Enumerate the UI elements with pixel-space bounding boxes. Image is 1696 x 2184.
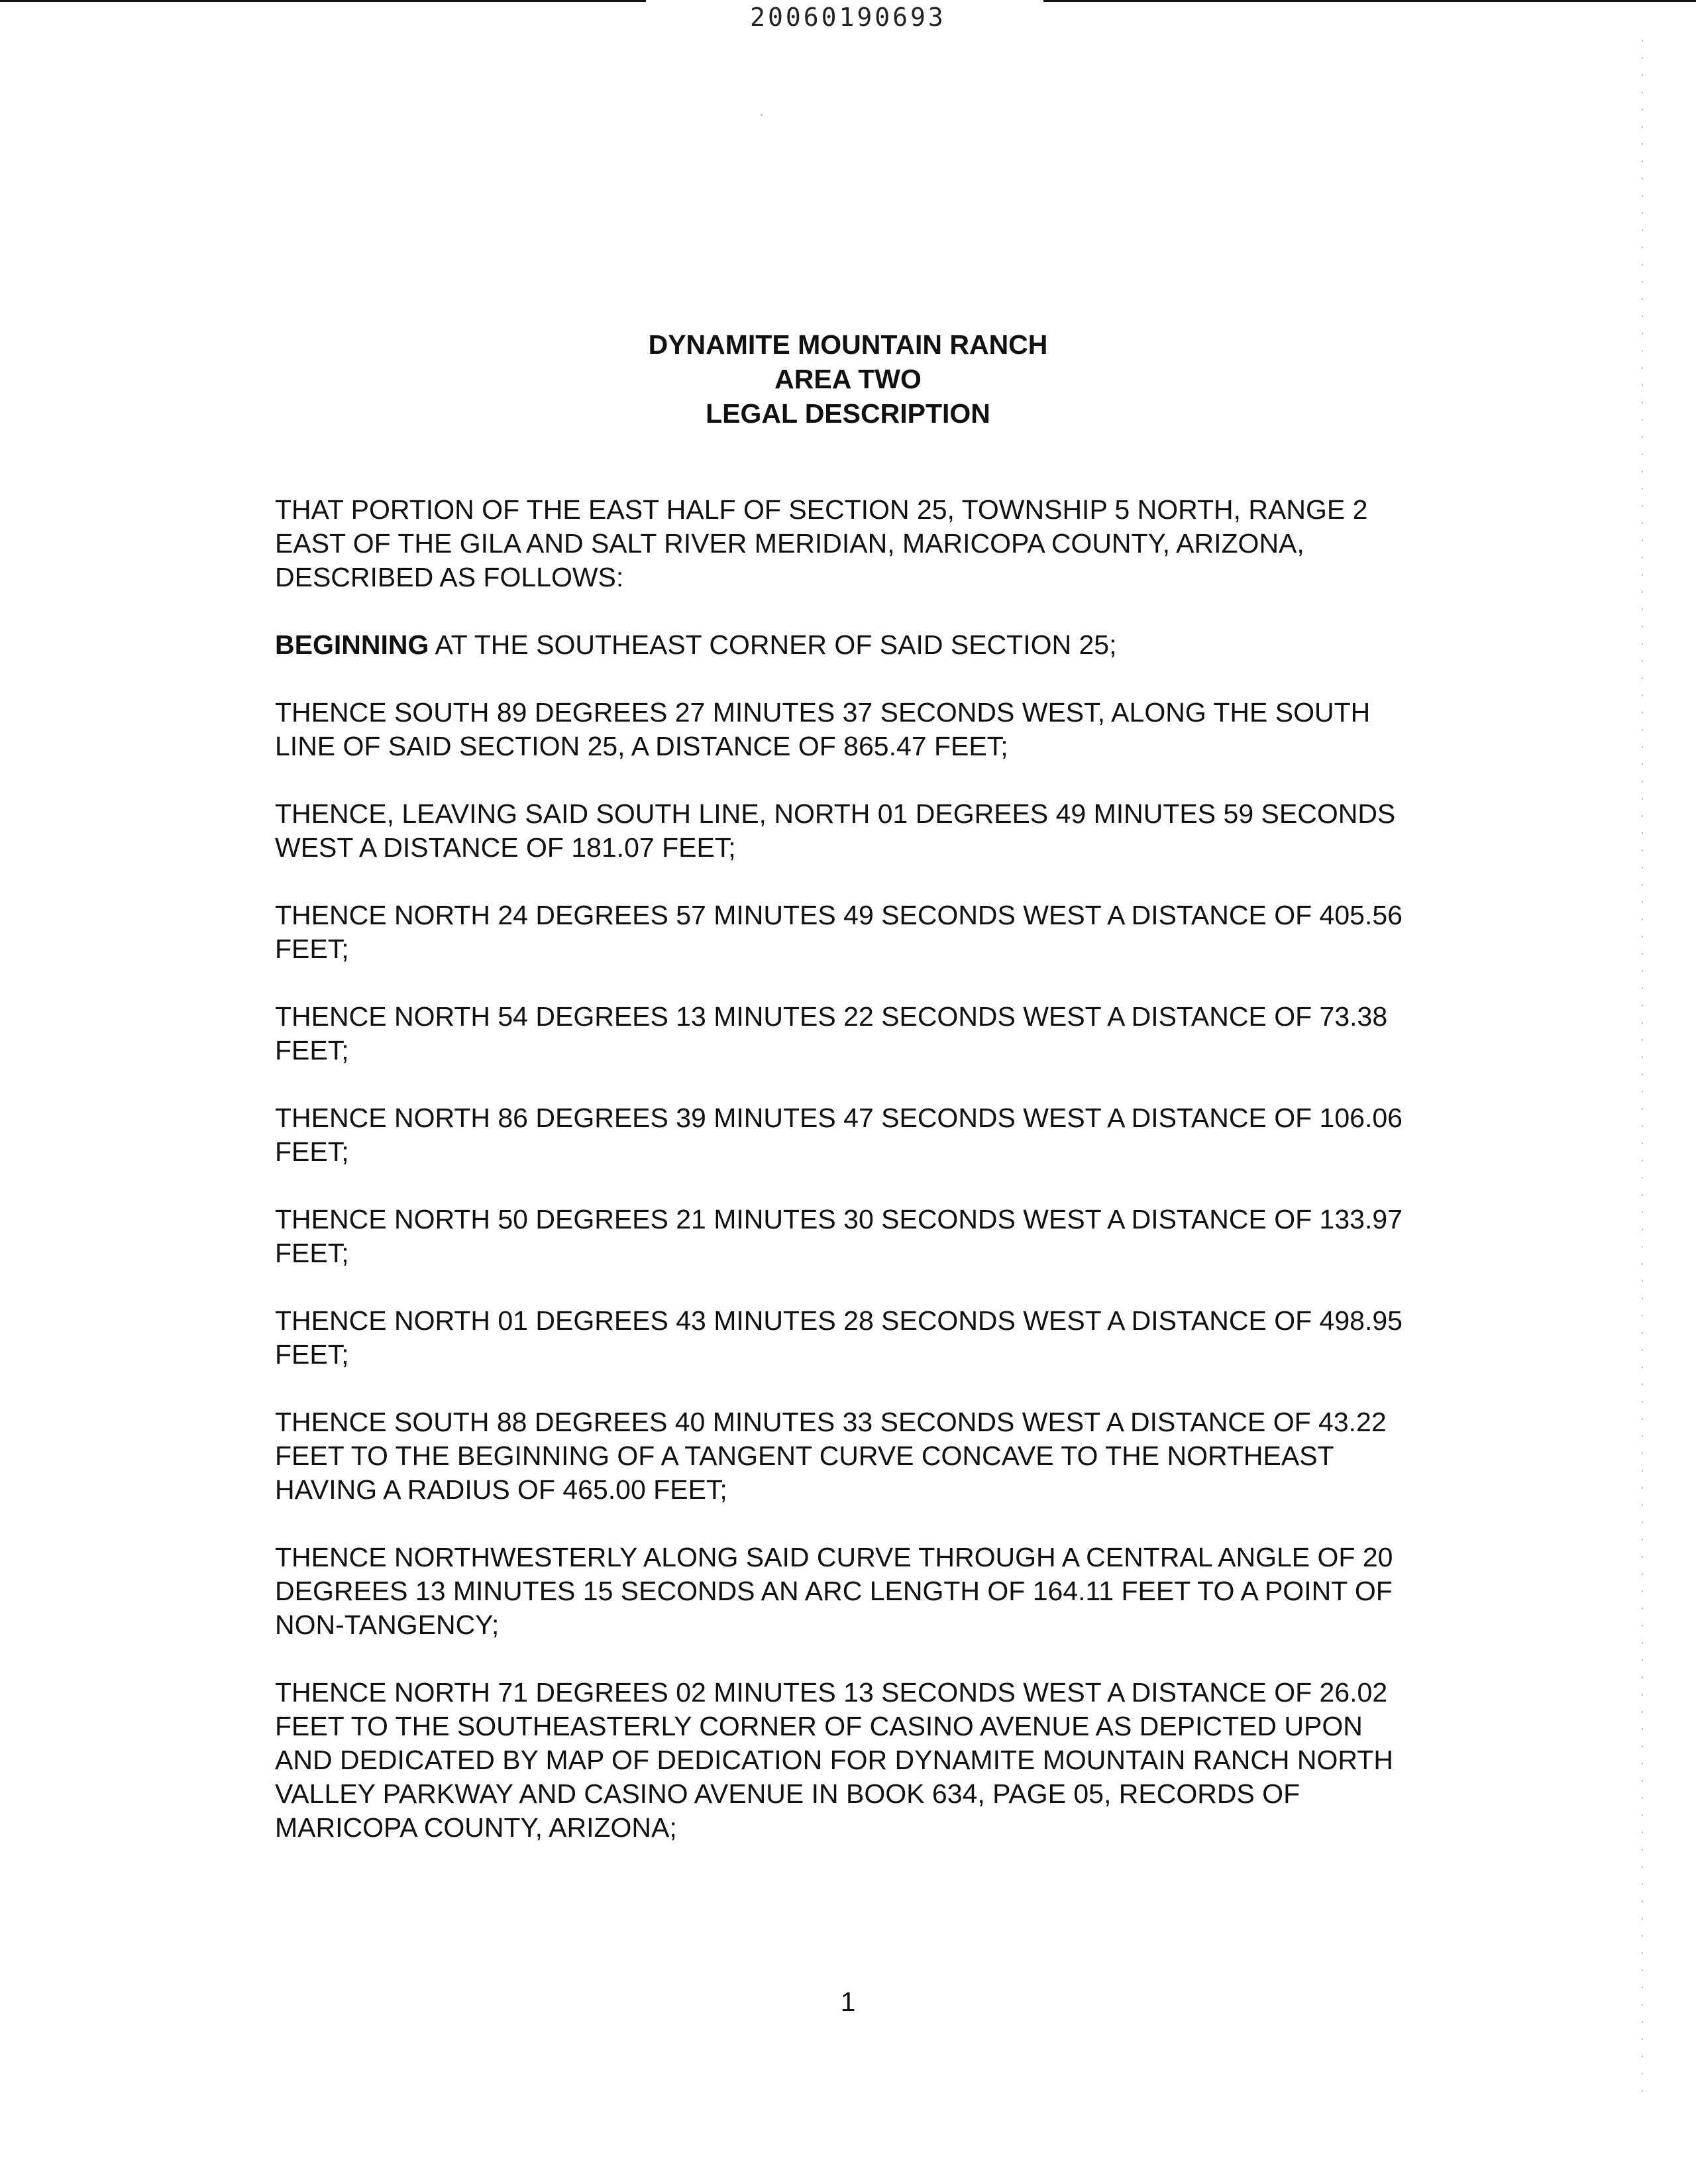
course-paragraph: THENCE NORTHWESTERLY ALONG SAID CURVE THROUGH A CENTRAL ANGLE OF 20 DEGREES 13 MINUTES 15 SECONDS AN ARC LENGTH OF 164.11 FEET TO A POINT OF NON-TANGENCY; [275, 1542, 1393, 1640]
course-paragraph: THENCE NORTH 54 DEGREES 13 MINUTES 22 SECONDS WEST A DISTANCE OF 73.38 FEET; [275, 1001, 1388, 1065]
course-paragraph: THENCE NORTH 71 DEGREES 02 MINUTES 13 SECONDS WEST A DISTANCE OF 26.02 FEET TO THE SOUTHEASTERLY CORNER OF CASINO AVENUE AS DEPICTED UPON AND DEDICATED BY MAP OF DEDICATION FOR DYNAMITE MOUNTAIN RANCH NORTH VALLEY PARKWAY AND CASINO AVENUE IN BOOK 634, PAGE 05, RECORDS OF MARICOPA COUNTY, ARIZONA; [275, 1677, 1393, 1843]
top-border-rule-left [0, 0, 646, 2]
beginning-text: AT THE SOUTHEAST CORNER OF SAID SECTION 25; [429, 629, 1117, 660]
course-paragraph: THENCE NORTH 01 DEGREES 43 MINUTES 28 SECONDS WEST A DISTANCE OF 498.95 FEET; [275, 1305, 1403, 1370]
course-paragraph: THENCE NORTH 86 DEGREES 39 MINUTES 47 SECONDS WEST A DISTANCE OF 106.06 FEET; [275, 1103, 1403, 1167]
recording-number: 20060190693 [750, 3, 946, 32]
page-number: 1 [840, 1987, 856, 2017]
scan-speck [761, 114, 763, 116]
title-line-heading: LEGAL DESCRIPTION [706, 398, 990, 429]
title-line-project: DYNAMITE MOUNTAIN RANCH [648, 329, 1048, 360]
beginning-label: BEGINNING [275, 629, 429, 660]
course-paragraph: THENCE NORTH 50 DEGREES 21 MINUTES 30 SECONDS WEST A DISTANCE OF 133.97 FEET; [275, 1204, 1403, 1268]
intro-paragraph: THAT PORTION OF THE EAST HALF OF SECTION 25, TOWNSHIP 5 NORTH, RANGE 2 EAST OF THE GILA AND SALT RIVER MERIDIAN, MARICOPA COUNTY, ARIZONA, DESCRIBED AS FOLLOWS: [275, 494, 1368, 592]
course-paragraph: THENCE, LEAVING SAID SOUTH LINE, NORTH 01 DEGREES 49 MINUTES 59 SECONDS WEST A DISTANCE OF 181.07 FEET; [275, 798, 1396, 863]
course-paragraph: THENCE NORTH 24 DEGREES 57 MINUTES 49 SECONDS WEST A DISTANCE OF 405.56 FEET; [275, 900, 1403, 964]
course-paragraph: THENCE SOUTH 89 DEGREES 27 MINUTES 37 SECONDS WEST, ALONG THE SOUTH LINE OF SAID SECTION 25, A DISTANCE OF 865.47 FEET; [275, 697, 1371, 761]
legal-description-body [275, 493, 1421, 1879]
beginning-paragraph [275, 628, 1421, 662]
top-border-rule-right [1043, 0, 1696, 2]
title-line-area: AREA TWO [774, 364, 922, 394]
course-paragraph: THENCE SOUTH 88 DEGREES 40 MINUTES 33 SECONDS WEST A DISTANCE OF 43.22 FEET TO THE BEGINNING OF A TANGENT CURVE CONCAVE TO THE NORTHEAST HAVING A RADIUS OF 465.00 FEET; [275, 1407, 1387, 1505]
document-title [0, 327, 1696, 431]
